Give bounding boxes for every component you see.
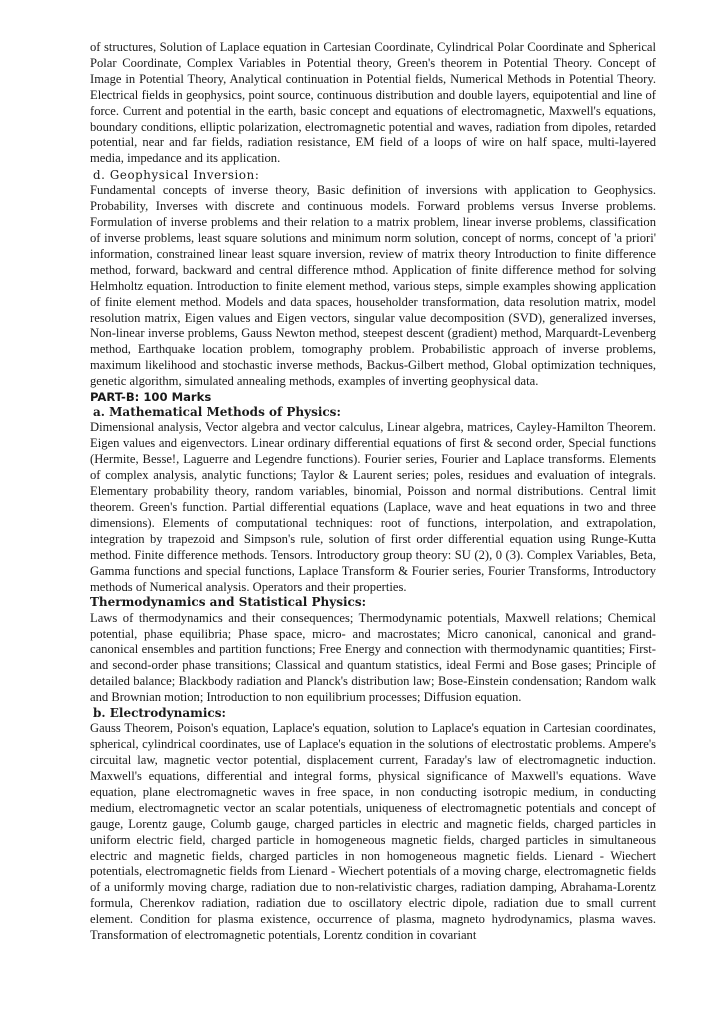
mathematical-methods-heading: a. Mathematical Methods of Physics: [93, 405, 341, 420]
mathematical-methods-text: Dimensional analysis, Vector algebra and vector calculus, Linear algebra, matrices, Cayley-Hamilton Theorem. Eigen values and eigenvectors. Linear ordinary differential equations of first & second order, Special functions (Hermite, Besse!, Laguerre and Legendre functions). Fourier series, Fourier and Laplace transforms. Elements of complex analysis, analytic functions; Taylor & Laurent series; poles, residues and evaluation of integrals. Elementary probability theory, random variables, binomial, Poisson and normal distributions. Central limit theorem. Green's function. Partial differential equations (Laplace, wave and heat equations in two and three dimensions). Elements of computational techniques: root of functions, interpolation, and extrapolation, integration by trapezoid and Simpson's rule, solution of first order differential equation using Runge-Kutta method. Finite difference methods. Tensors. Introductory group theory: SU (2), 0 (3). Complex Variables, Beta, Gamma functions and special functions, Laplace Transform & Fourier series, Fourier Transforms, Introductory methods of Numerical analysis. Operators and their properties. [90, 420, 656, 594]
thermodynamics-text: Laws of thermodynamics and their consequences; Thermodynamic potentials, Maxwell relations; Chemical potential, phase equilibria; Phase space, micro- and macrostates; Micro canonical, canonical and grand-canonical ensembles and partition functions; Free Energy and connection with thermodynamic quantities; First-and second-order phase transitions; Classical and quantum statistics, ideal Fermi and Bose gases; Principle of detailed balance; Blackbody radiation and Planck's distribution law; Bose-Einstein condensation; Random walk and Brownian motion; Introduction to non equilibrium processes; Diffusion equation. [90, 610, 656, 705]
electrodynamics-heading: b. Electrodynamics: [93, 706, 226, 721]
geophysical-inversion-text: Fundamental concepts of inverse theory, Basic definition of inversions with application to Geophysics. Probability, Inverses with discrete and continuous models. Forward problems versus Inverse problems. Formulation of inverse problems and their relation to a matrix problem, linear inverse problems, classification of inverse problems, least square solutions and minimum norm solution, concept of norms, concept of 'a priori' information, constrained linear least square inversion, review of matrix theory Introduction to finite difference method, forward, backward and central difference mthod. Application of finite difference method for solving Helmholtz equation. Introduction to finite element method, various steps, simple examples showing application of finite element method. Models and data spaces, householder transformation, data resolution matrix, model resolution matrix, Eigen values and Eigen vectors, singular value decomposition (SVD), generalized inverses, Non-linear inverse problems, Gauss Newton method, steepest descent (gradient) method, Marquardt-Levenberg method, Earthquake location problem, tomography problem. Probabilistic approach of inverse problems, maximum likelihood and stochastic inverse methods, Backus-Gilbert method, Global optimization techniques, genetic algorithm, simulated annealing methods, examples of inverting geophysical data. [90, 183, 656, 389]
document-page [90, 40, 656, 944]
geophysical-inversion-heading: d. Geophysical Inversion: [93, 168, 260, 183]
electrodynamics-text: Gauss Theorem, Poison's equation, Laplace's equation, solution to Laplace's equation in Cartesian coordinates, spherical, cylindrical coordinates, use of Laplace's equation in the solutions of electrostatic problems. Ampere's circuital law, magnetic vector potential, displacement current, Faraday's law of electromagnetic induction. Maxwell's equations, differential and integral forms, physical significance of Maxwell's equations. Wave equation, plane electromagnetic waves in free space, in non conducting isotropic medium, in conducting medium, electromagnetic vector an scalar potentials, uniqueness of electromagnetic potentials and concept of gauge, Lorentz gauge, Columb gauge, charged particles in electric and magnetic fields, charged particles in uniform electric field, charged particle in homogeneous magnetic fields, charged particles in simultaneous electric and magnetic fields, charged particles in non homogeneous magnetic fields. Lienard - Wiechert potentials, electromagnetic fields from Lienard - Wiechert potentials of a moving charge, electromagnetic fields of a uniformly moving charge, radiation due to non-relativistic charges, radiation damping, Abrahama-Lorentz formula, Cherenkov radiation, radiation due to oscillatory electric dipole, radiation due to small current element. Condition for plasma existence, occurrence of plasma, magneto hydrodynamics, plasma waves. Transformation of electromagnetic potentials, Lorentz condition in covariant [90, 721, 656, 943]
intro-paragraph: of structures, Solution of Laplace equation in Cartesian Coordinate, Cylindrical Polar Coordinate and Spherical Polar Coordinate, Complex Variables in Potential theory, Green's theorem in Potential Theory. Concept of Image in Potential Theory, Analytical continuation in Potential fields, Numerical Methods in Potential Theory. Electrical fields in geophysics, point source, continuous distribution and double layers, equipotential and line of force. Current and potential in the earth, basic concept and equations of electromagnetic, Maxwell's equations, boundary conditions, elliptic polarization, electromagnetic potential and waves, radiation from dipoles, retarded potential, near and far fields, radiation resistance, EM field of a loops of wire on half space, multi-layered media, impedance and its application. [90, 40, 656, 166]
part-b-heading: PART-B: 100 Marks [90, 390, 212, 405]
thermodynamics-heading: Thermodynamics and Statistical Physics: [90, 595, 367, 610]
